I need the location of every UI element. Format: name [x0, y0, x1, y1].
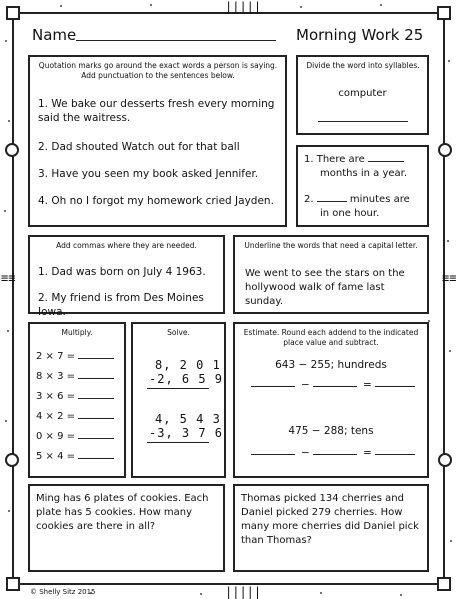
fact-text: 2 × 7 =	[36, 351, 76, 362]
estimate-problem-1: 643 − 255; hundreds	[275, 359, 387, 371]
fact-text: 3 × 6 =	[36, 391, 76, 402]
solve-2-bottom: -3, 3 7 6	[149, 426, 224, 440]
comma-item-1	[38, 265, 223, 279]
syllables-box	[296, 55, 429, 135]
time-item-2-cont: in one hour.	[320, 208, 380, 219]
quote-item-2	[38, 140, 278, 154]
border-circle	[5, 453, 19, 467]
item-number: 1.	[304, 154, 314, 165]
capitals-box	[233, 235, 429, 314]
item-text: Have you seen my book asked Jennifer.	[51, 168, 259, 180]
quote-item-1	[38, 97, 278, 125]
item-text: Dad shouted Watch out for that ball	[51, 141, 240, 153]
syllables-word: computer	[338, 88, 387, 99]
item-number: 2.	[38, 292, 49, 304]
equals-sign: =	[363, 379, 372, 391]
capitals-line-2: hollywood walk of fame last sunday.	[245, 282, 385, 307]
answer-line[interactable]	[78, 398, 114, 399]
answer-line[interactable]	[147, 442, 209, 443]
estimate-problem-2: 475 − 288; tens	[288, 425, 374, 437]
commas-instructions: Add commas where they are needed.	[56, 241, 197, 250]
item-text: My friend is from Des Moines Iowa.	[38, 292, 204, 318]
estimate-box	[233, 322, 429, 478]
border-circle	[5, 143, 19, 157]
solve-title: Solve.	[167, 328, 190, 337]
syllables-instructions: Divide the word into syllables.	[306, 61, 420, 70]
corner-square	[437, 577, 451, 591]
comma-item-2	[38, 291, 223, 319]
answer-line[interactable]	[78, 458, 114, 459]
word-problem-1-box	[28, 484, 225, 572]
item-number: 2.	[38, 141, 49, 153]
answer-line[interactable]	[317, 201, 347, 202]
answer-line[interactable]	[78, 438, 114, 439]
answer-line[interactable]	[313, 386, 357, 387]
multiply-item	[36, 350, 114, 364]
answer-line[interactable]	[318, 121, 408, 122]
minus-sign: −	[301, 447, 310, 459]
fact-text: 5 × 4 =	[36, 451, 76, 462]
border-circle	[438, 453, 452, 467]
multiply-item	[36, 410, 114, 424]
quotation-box	[28, 55, 287, 227]
time-item-1-cont: months in a year.	[320, 168, 408, 179]
item-text: Oh no I forgot my homework cried Jayden.	[51, 195, 274, 207]
answer-line[interactable]	[251, 386, 295, 387]
item-number: 4.	[38, 195, 49, 207]
solve-box	[131, 322, 226, 478]
copyright: © Shelly Sitz 2015	[30, 588, 96, 596]
quote-item-3	[38, 167, 278, 181]
answer-line[interactable]	[375, 386, 415, 387]
quote-item-4	[38, 194, 278, 208]
word-problem-1-text: Ming has 6 plates of cookies. Each plate has 5 cookies. How many cookies are there in all?	[36, 493, 209, 532]
item-number: 2.	[304, 194, 314, 205]
item-text: minutes are	[349, 194, 410, 205]
capitals-instructions: Underline the words that need a capital letter.	[244, 241, 418, 250]
time-item-2	[304, 193, 410, 207]
corner-square	[6, 577, 20, 591]
solve-2-top: 4, 5 4 3	[155, 412, 221, 426]
multiply-item	[36, 450, 114, 464]
page-title: Morning Work 25	[296, 26, 424, 44]
multiply-item	[36, 370, 114, 384]
answer-line[interactable]	[147, 388, 209, 389]
answer-line[interactable]	[78, 358, 114, 359]
item-number: 3.	[38, 168, 49, 180]
word-problem-2-box	[233, 484, 429, 572]
answer-line[interactable]	[78, 378, 114, 379]
grass-tuft: ≡≡	[442, 271, 457, 285]
solve-1-bottom: -2, 6 5 9	[149, 372, 224, 386]
multiply-item	[36, 430, 114, 444]
answer-line[interactable]	[78, 418, 114, 419]
item-number: 1.	[38, 98, 49, 110]
answer-line[interactable]	[375, 454, 415, 455]
multiply-box	[28, 322, 126, 478]
item-number: 1.	[38, 266, 49, 278]
word-problem-2-text: Thomas picked 134 cherries and Daniel picked 279 cherries. How many more cherries did Daniel pick than Thomas?	[241, 493, 419, 546]
time-box	[296, 145, 429, 227]
grass-tuft: |||||	[225, 0, 262, 14]
multiply-title: Multiply.	[61, 328, 93, 337]
answer-line[interactable]	[251, 454, 295, 455]
solve-1-top: 8, 2 0 1	[155, 358, 221, 372]
multiply-item	[36, 390, 114, 404]
answer-line[interactable]	[313, 454, 357, 455]
time-item-1	[304, 153, 404, 167]
item-text: Dad was born on July 4 1963.	[51, 266, 206, 278]
item-text: We bake our desserts fresh every morning said the waitress.	[38, 98, 275, 124]
name-line[interactable]	[76, 40, 276, 41]
fact-text: 4 × 2 =	[36, 411, 76, 422]
minus-sign: −	[301, 379, 310, 391]
corner-square	[6, 6, 20, 20]
border-circle	[438, 143, 452, 157]
grass-tuft: |||||	[225, 585, 262, 599]
capitals-line-1: We went to see the stars on the	[245, 268, 405, 279]
fact-text: 0 × 9 =	[36, 431, 76, 442]
answer-line[interactable]	[368, 161, 404, 162]
name-label: Name	[32, 26, 77, 44]
equals-sign: =	[363, 447, 372, 459]
commas-box	[28, 235, 225, 318]
grass-tuft: ≡≡	[1, 271, 16, 285]
quotation-instructions: Quotation marks go around the exact words a person is saying. Add punctuation to the sentences below.	[38, 61, 278, 80]
estimate-instructions: Estimate. Round each addend to the indicated place value and subtract.	[243, 328, 419, 347]
corner-square	[437, 6, 451, 20]
item-text: There are	[316, 154, 365, 165]
fact-text: 8 × 3 =	[36, 371, 76, 382]
